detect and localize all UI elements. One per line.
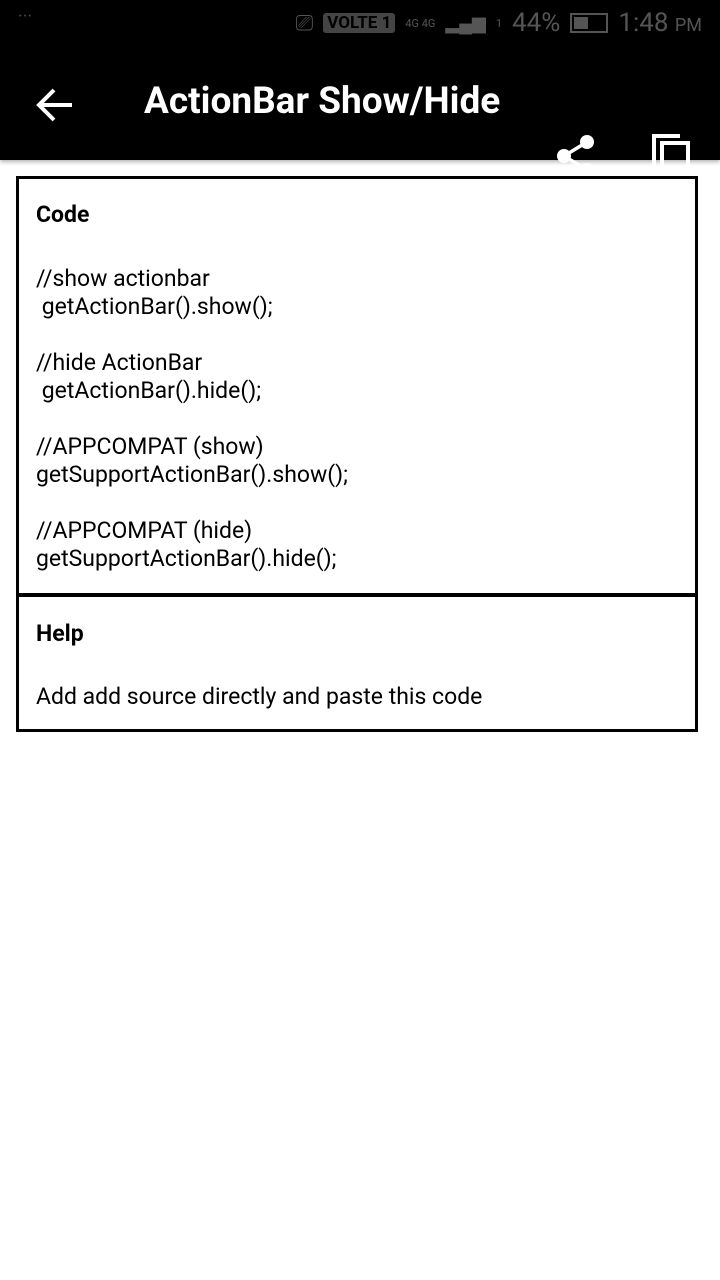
battery-icon [570, 13, 608, 33]
clock: 1:48 [618, 8, 669, 38]
code-heading: Code [36, 201, 90, 228]
notification-dots: ··· [18, 6, 33, 27]
copy-icon[interactable] [650, 132, 692, 178]
share-icon[interactable] [556, 134, 596, 178]
app-bar [0, 50, 720, 160]
volte-badge: VOLTE 1 [323, 13, 395, 33]
status-bar [0, 0, 720, 50]
help-text: Add add source directly and paste this code [36, 683, 483, 710]
cast-icon: ⎚ [295, 10, 314, 36]
sim-number: 1 [495, 16, 503, 30]
code-text[interactable]: //show actionbar getActionBar().show(); //hide ActionBar getActionBar().hide(); //APPCOMPAT (show) getSupportActionBar().show(); //APPCOMPAT (hide) getSupportActionBar().hide(); [36, 265, 349, 572]
help-card [16, 594, 698, 732]
battery-percent: 44% [512, 8, 561, 38]
clock-ampm: PM [674, 15, 702, 36]
code-card [16, 176, 698, 596]
network-type: 4G 4G [405, 16, 436, 30]
page-title: ActionBar Show/Hide [144, 80, 501, 123]
help-heading: Help [36, 620, 84, 647]
back-arrow-icon[interactable] [36, 87, 74, 123]
signal-icon: ▂▄▆ [445, 12, 486, 34]
